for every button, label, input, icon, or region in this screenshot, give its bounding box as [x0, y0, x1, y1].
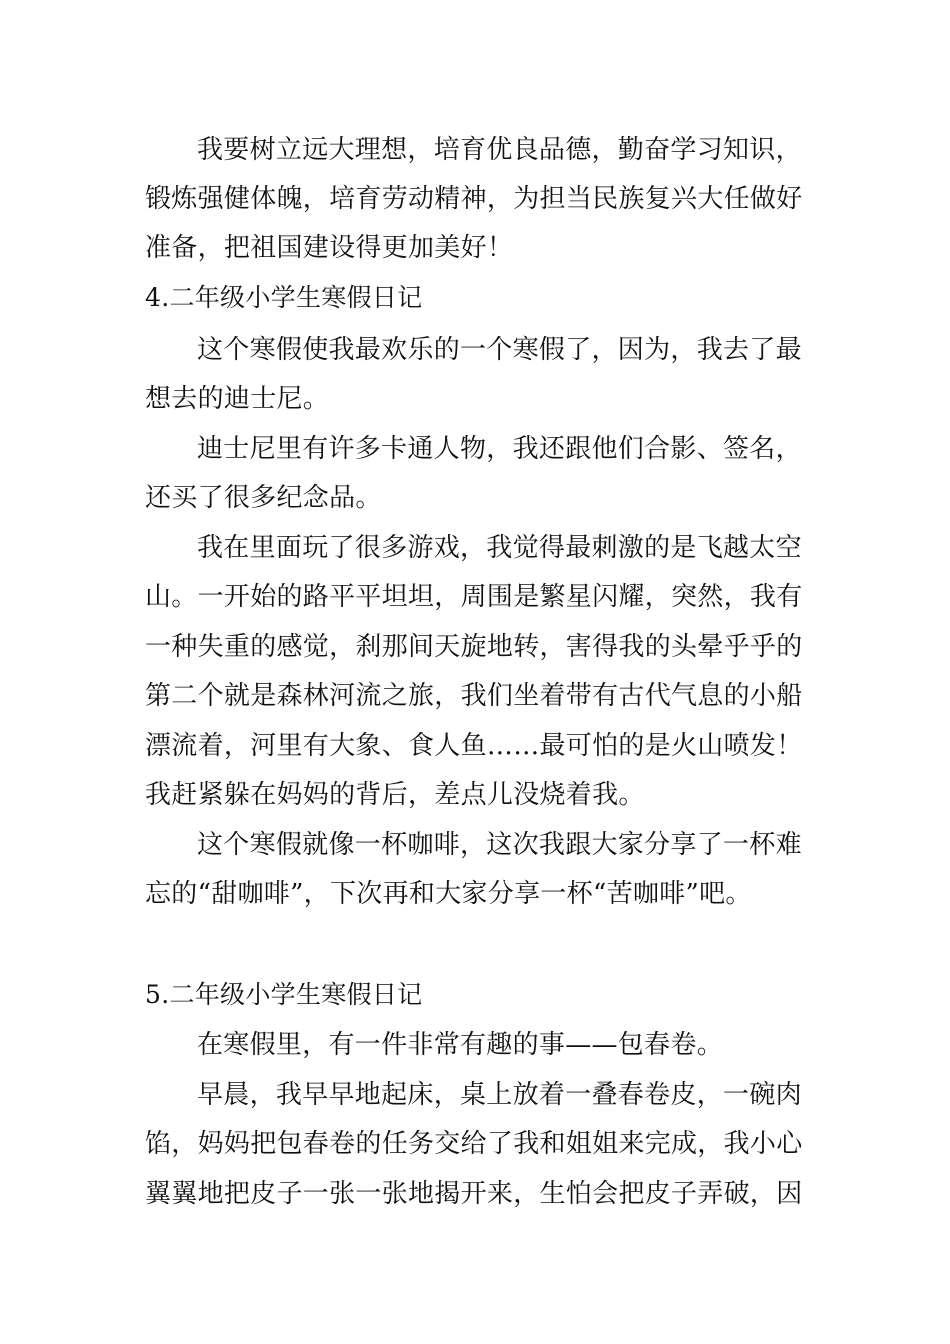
paragraph-line: 翼翼地把皮子一张一张地揭开来，生怕会把皮子弄破，因: [145, 1179, 803, 1209]
paragraph-line: 我赶紧躲在妈妈的背后，差点儿没烧着我。: [145, 780, 645, 810]
paragraph-line: 这个寒假就像一杯咖啡，这次我跟大家分享了一杯难: [197, 830, 802, 860]
paragraph-line: 我在里面玩了很多游戏，我觉得最刺激的是飞越太空: [197, 533, 802, 563]
paragraph-line: 我要树立远大理想，培育优良品德，勤奋学习知识，: [197, 135, 802, 165]
paragraph-line: 还买了很多纪念品。: [145, 483, 382, 513]
paragraph-line: 馅，妈妈把包春卷的任务交给了我和姐姐来完成，我小心: [145, 1129, 803, 1159]
paragraph-line: 这个寒假使我最欢乐的一个寒假了，因为，我去了最: [197, 335, 802, 365]
paragraph-line: 早晨，我早早地起床，桌上放着一叠春卷皮，一碗肉: [197, 1080, 802, 1110]
section-heading: 5.二年级小学生寒假日记: [145, 980, 423, 1009]
paragraph-line: 想去的迪士尼。: [145, 384, 330, 414]
paragraph-line: 迪士尼里有许多卡通人物，我还跟他们合影、签名，: [197, 434, 802, 464]
paragraph-line: 在寒假里，有一件非常有趣的事——包春卷。: [197, 1030, 724, 1060]
paragraph-line: 一种失重的感觉，刹那间天旋地转，害得我的头晕乎乎的: [145, 632, 803, 662]
paragraph-line: 锻炼强健体魄，培育劳动精神，为担当民族复兴大任做好: [145, 184, 803, 214]
paragraph-line: 准备，把祖国建设得更加美好！: [145, 233, 514, 263]
paragraph-line: 漂流着，河里有大象、食人鱼……最可怕的是火山喷发！: [145, 731, 803, 761]
paragraph-line: 忘的“甜咖啡”，下次再和大家分享一杯“苦咖啡”吧。: [145, 879, 752, 909]
section-heading: 4.二年级小学生寒假日记: [145, 283, 423, 312]
paragraph-line: 第二个就是森林河流之旅，我们坐着带有古代气息的小船: [145, 681, 803, 711]
paragraph-line: 山。一开始的路平平坦坦，周围是繁星闪耀，突然，我有: [145, 582, 803, 612]
